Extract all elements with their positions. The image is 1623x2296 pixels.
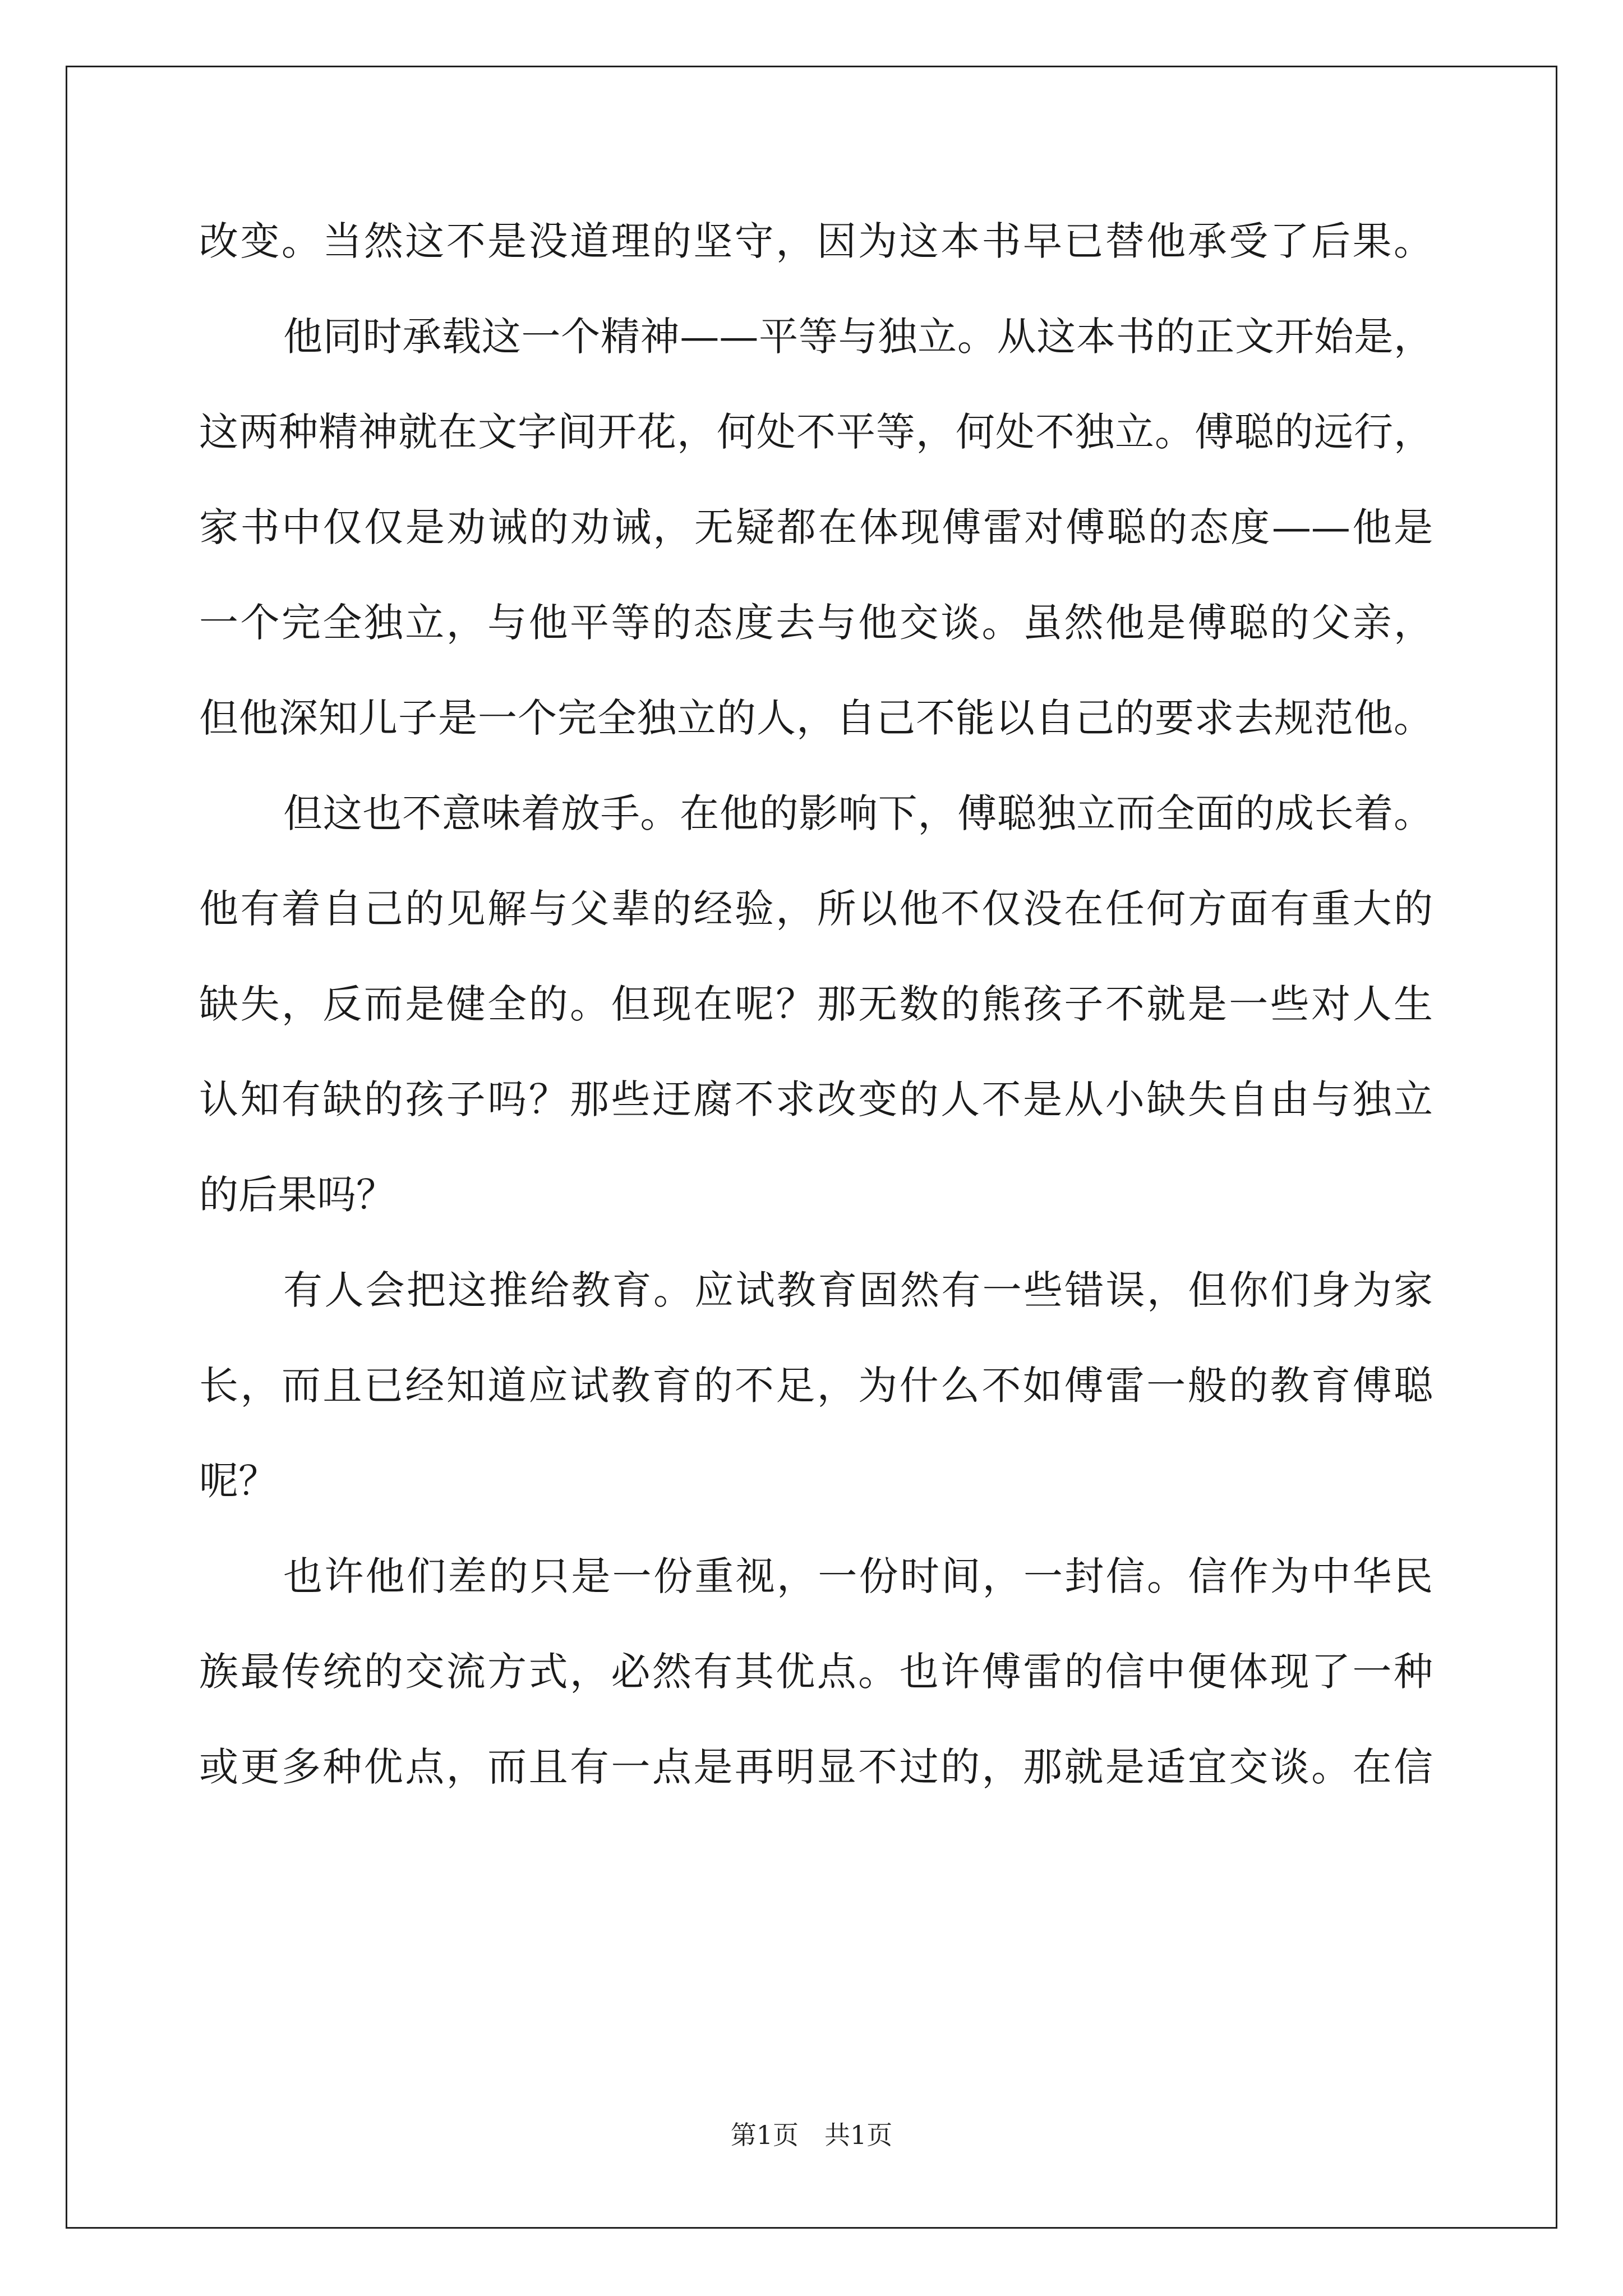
text-line: 也许他们差的只是一份重视，一份时间，一封信。信作为中华民 bbox=[283, 1553, 1433, 1599]
text-line: 有人会把这推给教育。应试教育固然有一些错误，但你们身为家 bbox=[283, 1267, 1433, 1313]
text-line: 或更多种优点，而且有一点是再明显不过的，那就是适宜交谈。在信 bbox=[199, 1744, 1433, 1790]
text-line: 他同时承载这一个精神——平等与独立。从这本书的正文开始是， bbox=[283, 314, 1433, 360]
text-line: 的后果吗？ bbox=[199, 1172, 395, 1218]
text-line: 呢？ bbox=[199, 1458, 278, 1504]
text-line: 家书中仅仅是劝诫的劝诫，无疑都在体现傅雷对傅聪的态度——他是 bbox=[199, 504, 1433, 550]
text-line: 一个完全独立，与他平等的态度去与他交谈。虽然他是傅聪的父亲， bbox=[199, 600, 1433, 646]
text-line: 但这也不意味着放手。在他的影响下，傅聪独立而全面的成长着。 bbox=[283, 790, 1433, 836]
text-line: 但他深知儿子是一个完全独立的人，自己不能以自己的要求去规范他。 bbox=[199, 695, 1433, 741]
text-line: 族最传统的交流方式，必然有其优点。也许傅雷的信中便体现了一种 bbox=[199, 1649, 1433, 1695]
text-line: 改变。当然这不是没道理的坚守，因为这本书早已替他承受了后果。 bbox=[199, 218, 1433, 264]
text-line: 缺失，反而是健全的。但现在呢？那无数的熊孩子不就是一些对人生 bbox=[199, 981, 1433, 1027]
text-line: 他有着自己的见解与父辈的经验，所以他不仅没在任何方面有重大的 bbox=[199, 886, 1433, 932]
text-line: 认知有缺的孩子吗？那些迂腐不求改变的人不是从小缺失自由与独立 bbox=[199, 1076, 1433, 1122]
page-number-footer: 第1页 共1页 bbox=[730, 2120, 893, 2150]
text-line: 这两种精神就在文字间开花，何处不平等，何处不独立。傅聪的远行， bbox=[199, 409, 1433, 455]
page-border bbox=[66, 66, 1557, 2229]
text-line: 长，而且已经知道应试教育的不足，为什么不如傅雷一般的教育傅聪 bbox=[199, 1363, 1433, 1409]
